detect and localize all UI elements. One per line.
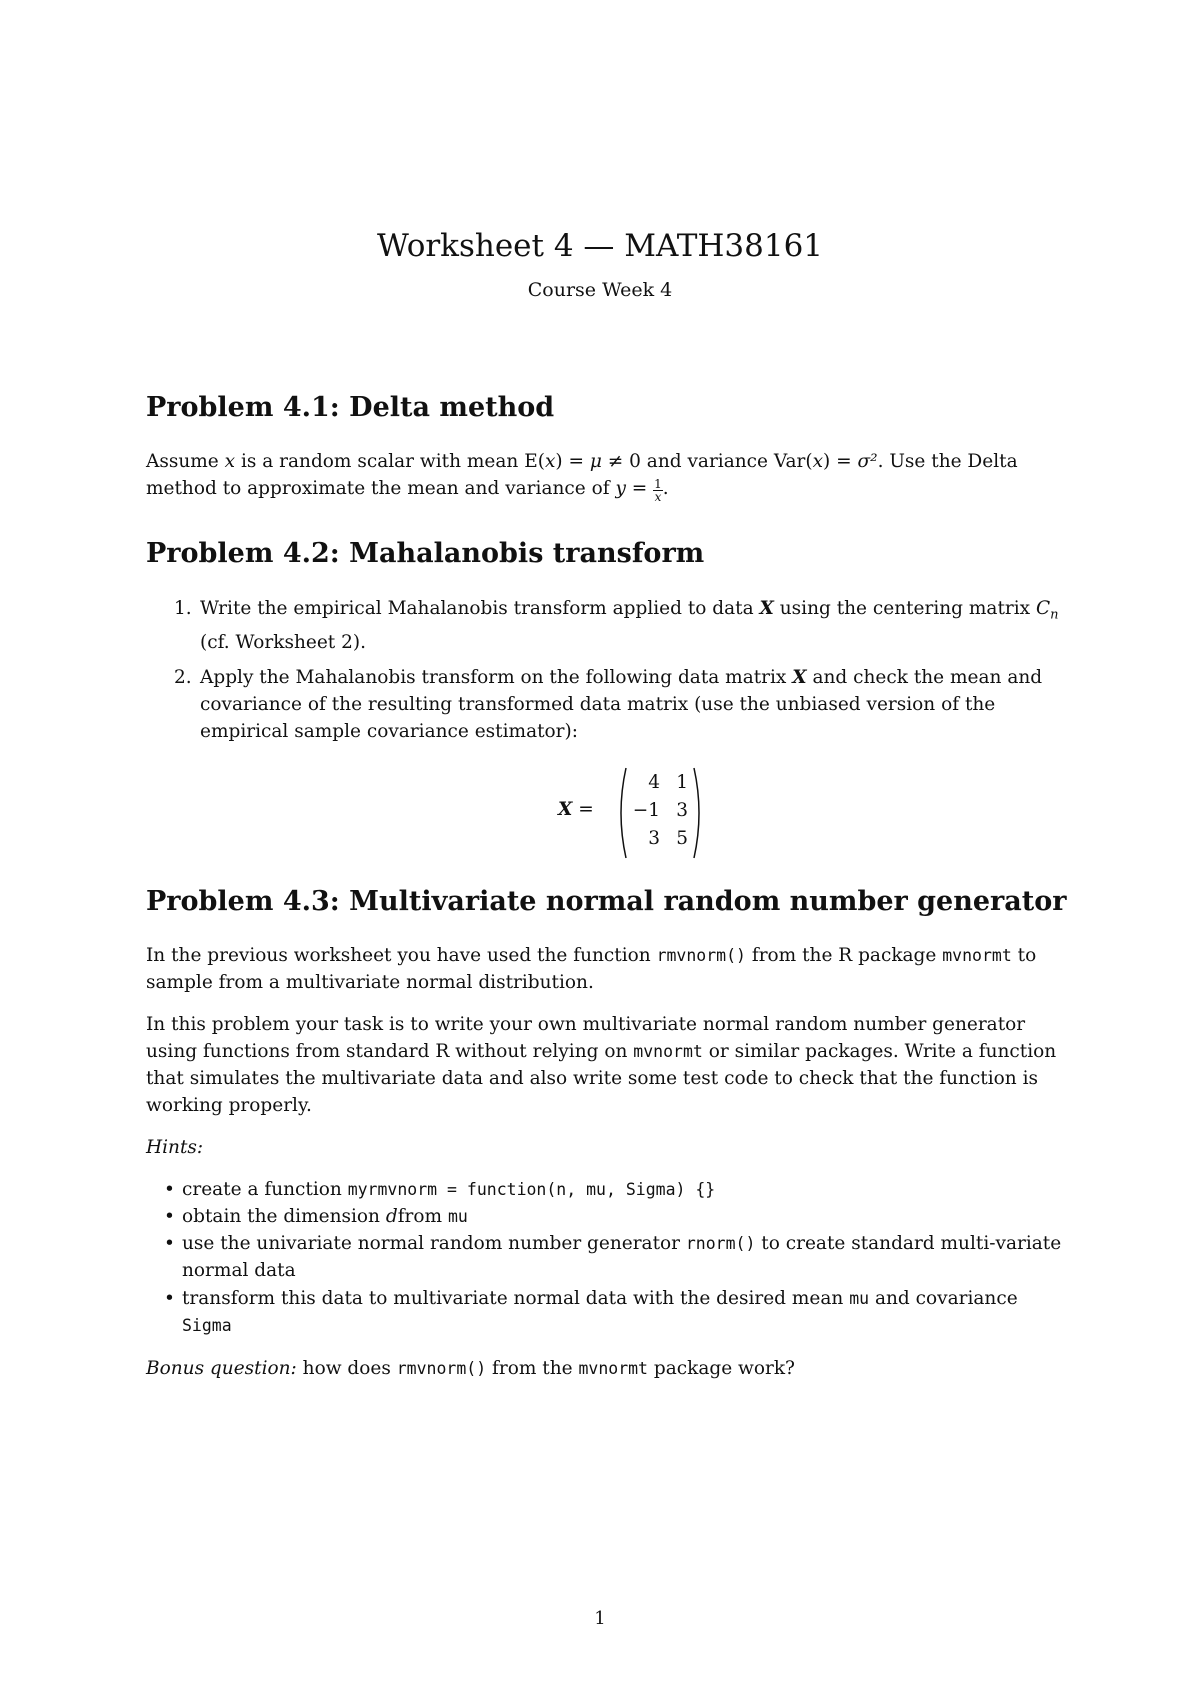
- matrix-cell: −1: [632, 800, 660, 821]
- list-item: • obtain the dimension dfrom mu: [182, 1203, 1066, 1230]
- matrix-right-paren: [692, 766, 706, 860]
- problem-4-3-para-2: In this problem your task is to write your own multivariate normal random number generator using functions from standard R without relying on mvnormt or similar packages. Write a function that simulates the multivariate data and also write some test code to check that the function is working properly.: [146, 1014, 1057, 1116]
- bonus-question: Bonus question: how does rmvnorm() from the mvnormt package work?: [146, 1358, 795, 1379]
- page-subtitle: Course Week 4: [527, 279, 673, 301]
- page-number: 1: [594, 1608, 606, 1629]
- matrix-cell: 1: [676, 772, 688, 793]
- matrix-left-paren: [614, 766, 628, 860]
- matrix-cell: 3: [648, 828, 660, 849]
- matrix-cell: 4: [648, 772, 660, 793]
- list-item: • use the univariate normal random number generator rnorm() to create standard multi-variate normal data: [182, 1230, 1066, 1284]
- hints-label: Hints:: [146, 1137, 204, 1158]
- problem-4-3-heading: Problem 4.3: Multivariate normal random number generator: [146, 886, 1067, 917]
- list-item: • transform this data to multivariate normal data with the desired mean mu and covariance Sigma: [182, 1285, 1066, 1339]
- list-item: • create a function myrmvnorm = function(n, mu, Sigma) {}: [182, 1176, 1066, 1203]
- bullet-icon: •: [164, 1206, 175, 1227]
- problem-4-2-heading: Problem 4.2: Mahalanobis transform: [146, 538, 705, 569]
- matrix-lhs: X =: [558, 799, 594, 820]
- bullet-icon: •: [164, 1179, 175, 1200]
- matrix-cell: 5: [676, 828, 688, 849]
- fraction-one-over-x: $\frac{1}{x}$: [654, 477, 662, 504]
- bullet-icon: •: [164, 1288, 175, 1309]
- bullet-icon: •: [164, 1233, 175, 1254]
- problem-4-3-para-1: In the previous worksheet you have used the function rmvnorm() from the R package mvnormt to sample from a multivariate normal distribution.: [146, 945, 1037, 993]
- worksheet-page: Worksheet 4 — MATH38161 Course Week 4 Problem 4.1: Delta method Assume x is a random scalar with mean E(x) = μ ≠ 0 and variance Var(x) = σ². Use the Delta method to approximate the mean and variance of y = $\frac{1}{x}$ . Problem 4.2: Mahalanobis transform 1. Write the empirical Mahalanobis transform applied to data X using the centering matrix $C_n$ (cf. Worksheet 2). 2. Apply the Mahalanobis transform on the following data matrix X and check the mean and covariance of the resulting transformed data matrix (use the unbiased version of the empirical sample covariance estimator): X = 4 1 −1 3 3 5 Problem 4.3: Multivariate normal random number generator In the previous worksheet you have used the function rmvnorm() from the R package mvnormt to sample from a multivariate normal distribution. In this problem your task is to write your own multivariate normal random number generator using functions from standard R without relying on mvnormt or similar packages. Write a function that simulates the multivariate data and also write some test code to check that the function is working properly. Hints: • create a function myrmvnorm = function(n, mu, Sigma) {} • obtain the dimension dfrom mu • use the univariate normal random number generator rnorm() to create standard multi-variate normal data • transform this data to multivariate normal data with the desired mean mu and covariance Sigma Bonus question: how does rmvnorm() from the mvnormt package work? 1: [0, 0, 1200, 1696]
- data-matrix: [558, 766, 718, 860]
- problem-4-1-text: Assume x is a random scalar with mean E(x) = μ ≠ 0 and variance Var(x) = σ². Use the Delta method to approximate the mean and variance of y = $\frac{1}{x}$ .: [146, 451, 1018, 504]
- problem-4-1-heading: Problem 4.1: Delta method: [146, 392, 555, 423]
- matrix-cell: 3: [676, 800, 688, 821]
- page-title: Worksheet 4 — MATH38161: [376, 228, 824, 264]
